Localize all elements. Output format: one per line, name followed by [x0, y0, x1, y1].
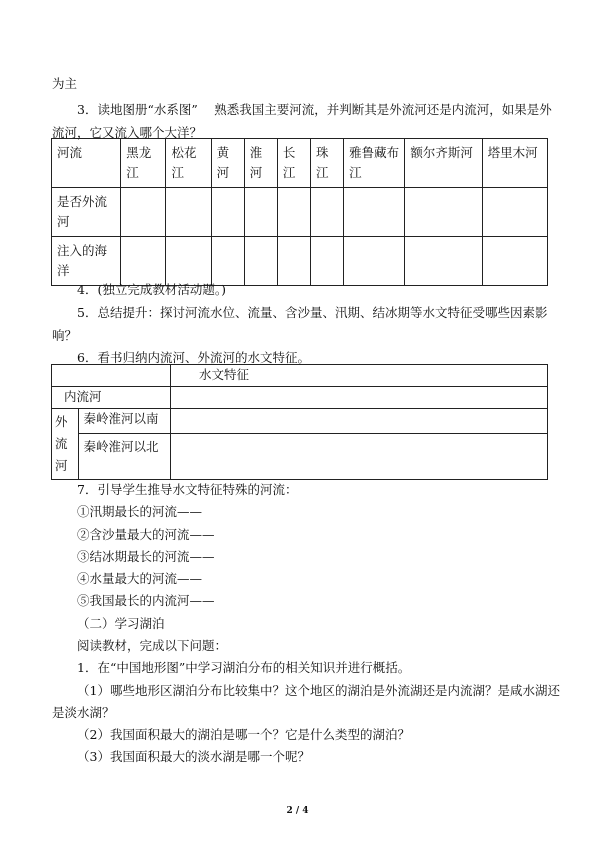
table-row — [52, 409, 548, 434]
line-1: 为主 — [52, 76, 78, 91]
table-cell: 黑龙江 — [121, 139, 166, 188]
table-cell: 秦岭淮河以南 — [79, 409, 171, 434]
table-cell — [211, 188, 244, 237]
hydrology-table — [51, 364, 548, 480]
table-row — [52, 237, 548, 286]
q4-line: 4．(独立完成教材活动题。) — [77, 282, 226, 297]
table-cell — [166, 188, 211, 237]
table-cell — [171, 387, 548, 409]
section-heading: （二）学习湖泊 — [77, 616, 165, 631]
lake-sub-2: （2）我国面积最大的湖泊是哪一个？它是什么类型的湖泊？ — [77, 727, 410, 742]
table-cell: 淮河 — [244, 139, 277, 188]
lake-sub-3: （3）我国面积最大的淡水湖是哪一个呢？ — [77, 749, 310, 764]
table-cell — [121, 237, 166, 286]
lake-sub-1-b: 是淡水湖？ — [52, 705, 115, 720]
q5-line-b: 响？ — [52, 328, 78, 343]
table-cell — [277, 188, 310, 237]
table-cell: 外流河 — [52, 409, 79, 480]
read-instruction: 阅读教材，完成以下问题： — [77, 638, 228, 653]
table-cell: 河流 — [52, 139, 121, 188]
lake-question-1: 1．在“中国地形图”中学习湖泊分布的相关知识并进行概括。 — [77, 660, 411, 675]
table-cell — [405, 188, 482, 237]
rivers-header-row — [52, 139, 548, 188]
q3-line-b: 流河，它又流入哪个大洋？ — [52, 125, 203, 140]
table-row — [52, 387, 548, 409]
table-row — [52, 434, 548, 480]
table-cell: 松花江 — [166, 139, 211, 188]
table-cell: 黄河 — [211, 139, 244, 188]
table-row — [52, 188, 548, 237]
table-cell: 塔里木河 — [482, 139, 547, 188]
table-cell — [244, 188, 277, 237]
table-cell — [166, 237, 211, 286]
list-item: ④水量最大的河流—— — [77, 571, 203, 586]
table-cell — [310, 237, 343, 286]
table-cell — [482, 188, 547, 237]
table-cell — [121, 188, 166, 237]
table-cell — [482, 237, 547, 286]
q7-line: 7．引导学生推导水文特征特殊的河流： — [77, 482, 298, 497]
table-cell — [211, 237, 244, 286]
table-cell: 秦岭淮河以北 — [79, 434, 171, 480]
table-cell: 雅鲁藏布江 — [344, 139, 405, 188]
q6-line: 6．看书归纳内流河、外流河的水文特征。 — [77, 350, 310, 365]
table-cell: 水文特征 — [171, 365, 548, 387]
table-cell: 额尔齐斯河 — [405, 139, 482, 188]
table-cell — [310, 188, 343, 237]
list-item: ⑤我国最长的内流河—— — [77, 593, 215, 608]
table-cell — [244, 237, 277, 286]
lake-sub-1-a: （1）哪些地形区湖泊分布比较集中？这个地区的湖泊是外流湖还是内流湖？是咸水湖还 — [77, 683, 560, 698]
list-item: ①汛期最长的河流—— — [77, 504, 203, 519]
table-cell — [405, 237, 482, 286]
page-number: 2 / 4 — [286, 806, 309, 816]
rivers-table — [51, 138, 548, 286]
table-cell: 珠江 — [310, 139, 343, 188]
table-row — [52, 365, 548, 387]
table-cell — [171, 434, 548, 480]
table-cell — [344, 237, 405, 286]
table-cell: 长江 — [277, 139, 310, 188]
list-item: ③结冰期最长的河流—— — [77, 549, 215, 564]
table-cell — [277, 237, 310, 286]
table-cell — [52, 365, 171, 387]
table-cell: 是否外流河 — [52, 188, 121, 237]
table-cell — [171, 409, 548, 434]
table-cell: 内流河 — [52, 387, 171, 409]
table-cell — [344, 188, 405, 237]
table-cell: 注入的海洋 — [52, 237, 121, 286]
q5-line-a: 5．总结提升：探讨河流水位、流量、含沙量、汛期、结冰期等水文特征受哪些因素影 — [77, 305, 548, 320]
list-item: ②含沙量最大的河流—— — [77, 527, 215, 542]
q3-line-a: 3．读地图册“水系图” 熟悉我国主要河流，并判断其是外流河还是内流河，如果是外 — [77, 102, 552, 117]
